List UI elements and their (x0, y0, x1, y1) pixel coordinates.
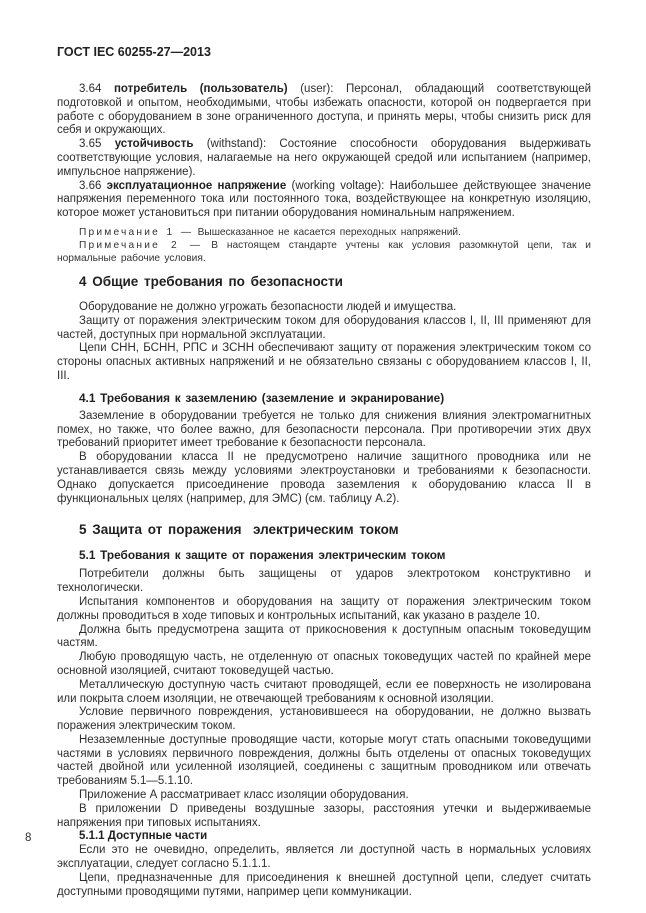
note-text: Вышесказанное не касается переходных напряжений. (197, 226, 461, 238)
body-paragraph: Любую проводящую часть, не отделенную от опасных токоведущих частей по крайней мере основной изоляцией, считают токоведущей частью. (57, 651, 591, 677)
note-text: В настоящем стандарте учтены как условия разомкнутой цепи, так и нормальные рабочие условия. (57, 239, 591, 264)
section-5-1-heading: 5.1 Требования к защите от поражения электрическим током (79, 548, 446, 563)
body-paragraph: Если это не очевидно, определить, является ли доступной часть в нормальных условиях эксплуатации, следует согласно 5.1.1.1. (57, 844, 591, 871)
term-number: 3.65 (79, 138, 102, 151)
term-number: 3.66 (79, 179, 102, 192)
section-4-heading: 4 Общие требования по безопасности (79, 273, 343, 289)
body-paragraph: Оборудование не должно угрожать безопасности людей и имущества. (79, 300, 457, 313)
body-paragraph: В приложении D приведены воздушные зазоры, расстояния утечки и выдерживаемые напряжения при типовых испытаниях. (57, 802, 591, 829)
page-number: 8 (25, 832, 32, 844)
section-4-1-heading: 4.1 Требования к заземлению (заземление и экранирование) (79, 390, 445, 405)
note-label: Примечание 2 — (79, 239, 203, 251)
term-definition-3-65 (57, 138, 591, 179)
term-definition-3-66 (57, 180, 591, 221)
note-1 (57, 226, 591, 239)
body-paragraph: В оборудовании класса II не предусмотрено наличие защитного проводника или не устанавливается связь между условиями электроустановки и требованиями к безопасности. Однако допускается присоединение провода заземления к оборудованию класса II в функциональных целях (например, для ЭМС) (см. таблицу А.2). (57, 451, 591, 505)
term-definition-3-64 (57, 83, 591, 138)
term-name: эксплуатационное напряжение (106, 179, 287, 192)
term-name: потребитель (пользователь) (113, 83, 288, 95)
body-paragraph: Незаземленные доступные проводящие части, которые могут стать опасными токоведущими частями в условиях первичного повреждения, должны быть отделены от опасных токоведущих частей двойной или усиленной изоляцией, соединены с защитным проводником или отвечать требованиям 5.1—5.1.10. (57, 733, 591, 788)
body-paragraph: Условие первичного повреждения, установившееся на оборудовании, не должно вызвать поражения электрическим током. (57, 706, 591, 733)
note-2 (57, 239, 591, 265)
body-paragraph: Испытания компонентов и оборудования на защиту от поражения электрическим током должны проводиться в ходе типовых и контрольных испытаний, как указано в разделе 10. (57, 595, 591, 622)
note-label: Примечание 1 — (79, 226, 194, 238)
body-paragraph: Защиту от поражения электрическим током для оборудования классов I, II, III применяют для частей, доступных при нормальной эксплуатации. (57, 314, 591, 341)
body-paragraph: Цепи СНН, БСНН, РПС и ЗСНН обеспечивают защиту от поражения электрическим током со стороны опасных активных напряжений и не обязательно связаны с оборудованием классов I, II, III. (57, 342, 591, 382)
body-paragraph: Металлическую доступную часть считают проводящей, если ее поверхность не изолирована или покрыта слоем изоляции, не отвечающей требованиям к основной изоляции. (57, 678, 591, 705)
notes-block (57, 226, 591, 265)
section-5-1-1-heading: 5.1.1 Доступные части (79, 830, 208, 843)
body-paragraph: Должна быть предусмотрена защита от прикосновения к доступным опасным токоведущим частям. (57, 623, 591, 650)
body-paragraph: Приложение А рассматривает класс изоляции оборудования. (79, 789, 409, 802)
term-number: 3.64 (79, 83, 102, 95)
section-5-heading: 5 Защита от поражения электрическим током (79, 522, 399, 538)
term-name: устойчивость (114, 138, 194, 151)
body-paragraph: Потребители должны быть защищены от ударов электротоком конструктивно и технологически. (57, 568, 591, 595)
standard-number-header: ГОСТ IEC 60255-27—2013 (57, 45, 211, 59)
body-paragraph: Цепи, предназначенные для присоединения к внешней доступной цепи, следует считать доступными проводящими путями, например цепи коммуникации. (57, 871, 591, 898)
body-paragraph: Заземление в оборудовании требуется не только для снижения влияния электромагнитных помех, но также, что более важно, для безопасности персонала. При противоречии этих двух требований приоритет имеет требование к безопасности персонала. (57, 409, 591, 450)
term-text: (working voltage): Наибольшее действующее значение напряжения переменного тока или постоянного тока, воздействующее на конкретную изоляцию, которое может установиться при питании оборудования номинальным напряжением. (57, 179, 591, 220)
term-text: (user): Персонал, обладающий соответствующей подготовкой и опытом, необходимыми, чтобы избежать опасности, которой он подвергается при работе с оборудованием в зоне ограниченного доступа, и принять меры, чтобы снизить риск для себя и окружающих. (57, 83, 592, 137)
term-text: (withstand): Состояние способности оборудования выдерживать соответствующие условия, налагаемые на него окружающей средой или испытанием (например, импульсное напряжение). (57, 138, 591, 178)
